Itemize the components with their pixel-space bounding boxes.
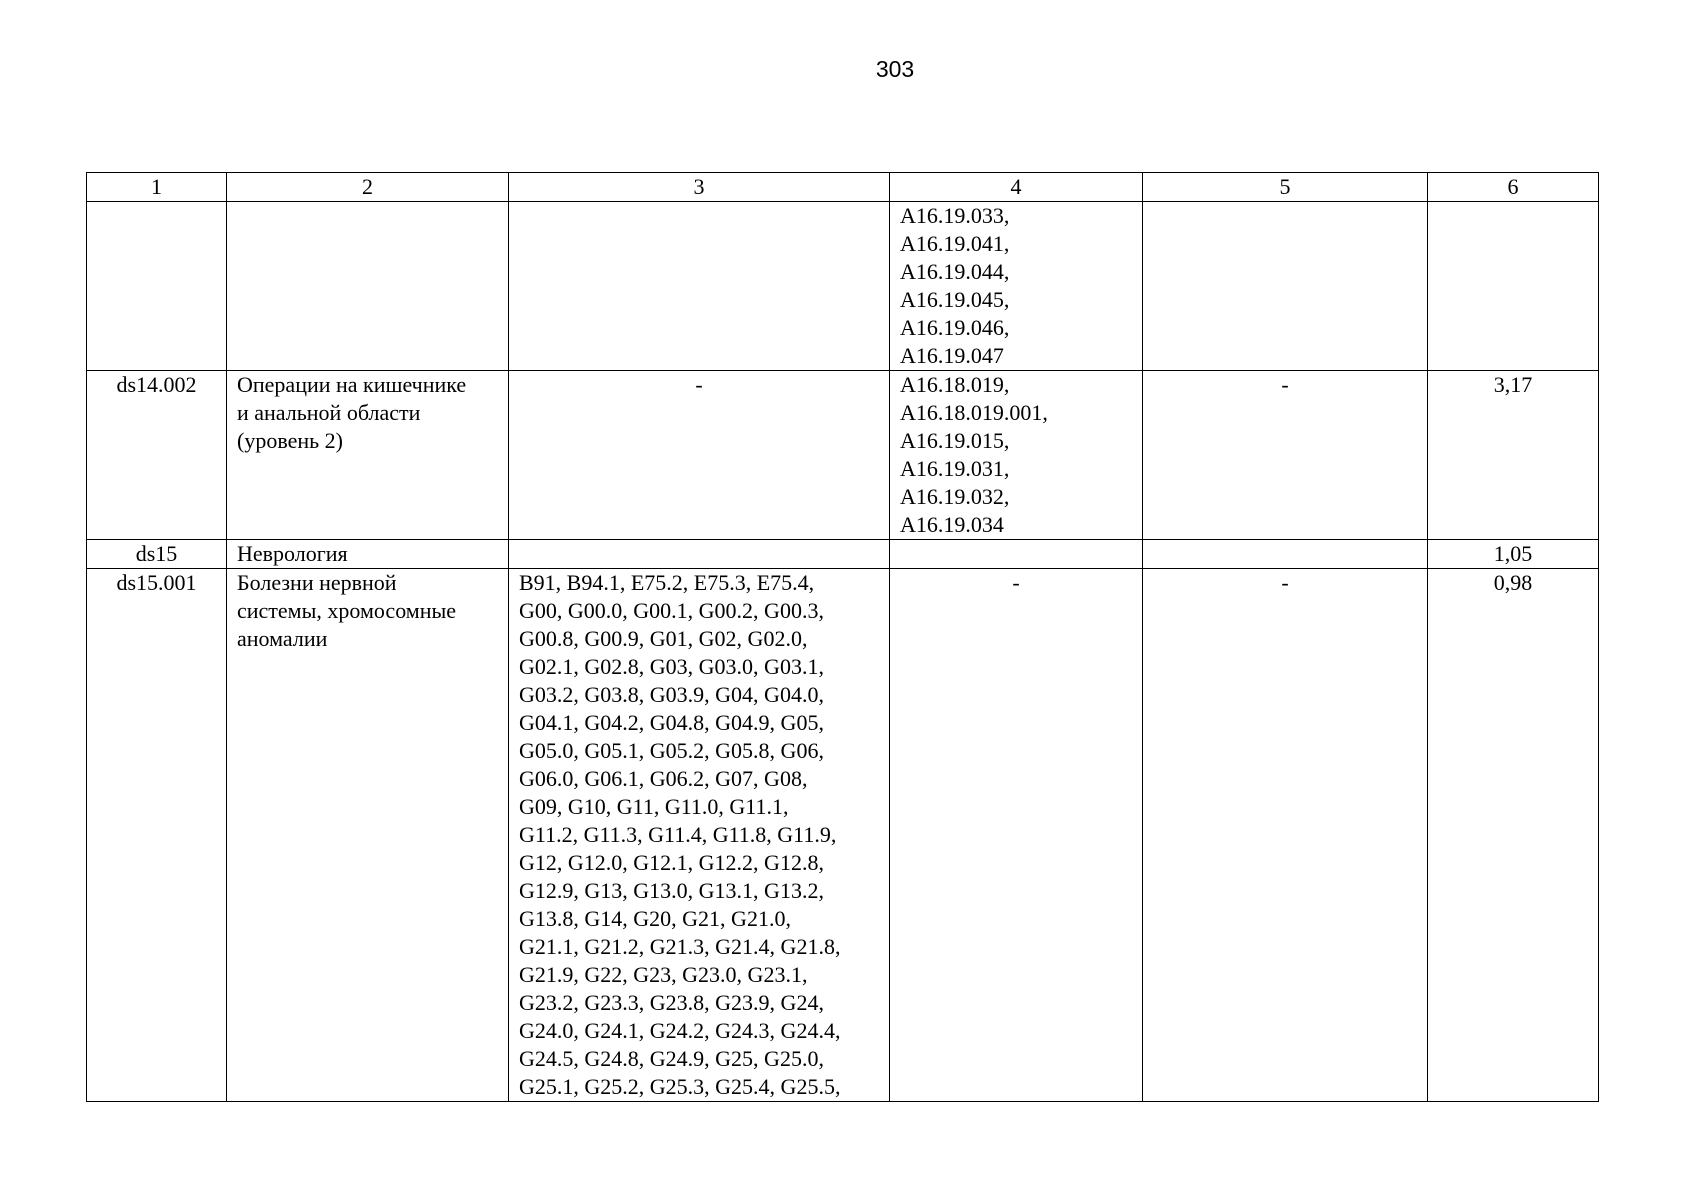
text-line: G21.9, G22, G23, G23.0, G23.1, [519,962,808,987]
row-col5 [1143,202,1428,371]
row-col5 [1143,540,1428,569]
text-line: и анальной области [237,400,421,425]
text-line: - [1012,570,1020,595]
header-cell: 1 [87,173,227,202]
row-coefficient: 3,17 [1428,371,1599,540]
text-line: А16.19.041, [900,231,1010,256]
text-line: А16.18.019, [900,372,1010,397]
header-cell: 3 [509,173,890,202]
text-line: Операции на кишечнике [237,372,467,397]
text-line: А16.19.047 [900,343,1004,368]
row-code [87,202,227,371]
text-line: А16.19.034 [900,512,1004,537]
text-line: - [695,372,703,397]
row-name [227,540,509,569]
row-diagnoses [509,371,890,540]
text-line: G24.0, G24.1, G24.2, G24.3, G24.4, [519,1018,841,1043]
text-line: G12.9, G13, G13.0, G13.1, G13.2, [519,878,824,903]
text-line: G03.2, G03.8, G03.9, G04, G04.0, [519,682,824,707]
text-line: аномалии [237,626,328,651]
page-number: 303 [875,56,915,82]
row-code: ds15.001 [87,569,227,1102]
table-row [87,540,1599,569]
text-line: (уровень 2) [237,428,343,453]
text-line: G04.1, G04.2, G04.8, G04.9, G05, [519,710,824,735]
text-line: G09, G10, G11, G11.0, G11.1, [519,794,789,819]
text-line: А16.19.044, [900,259,1010,284]
text-line: G00, G00.0, G00.1, G00.2, G00.3, [519,598,824,623]
text-line: G12, G12.0, G12.1, G12.2, G12.8, [519,850,824,875]
text-line: G13.8, G14, G20, G21, G21.0, [519,906,791,931]
text-line: G21.1, G21.2, G21.3, G21.4, G21.8, [519,934,841,959]
row-diagnoses [509,202,890,371]
row-services [890,371,1143,540]
row-coefficient: 1,05 [1428,540,1599,569]
text-line: G23.2, G23.3, G23.8, G23.9, G24, [519,990,824,1015]
row-name [227,202,509,371]
text-line: G06.0, G06.1, G06.2, G07, G08, [519,766,808,791]
row-diagnoses [509,540,890,569]
table-row [87,202,1599,371]
text-line: G02.1, G02.8, G03, G03.0, G03.1, [519,654,824,679]
table-row [87,569,1599,1102]
header-cell: 6 [1428,173,1599,202]
text-line: А16.19.033, [900,203,1010,228]
text-line: G05.0, G05.1, G05.2, G05.8, G06, [519,738,824,763]
row-coefficient: 0,98 [1428,569,1599,1102]
text-line: А16.19.045, [900,287,1010,312]
tariff-table [86,172,1599,1102]
row-services [890,540,1143,569]
header-cell: 5 [1143,173,1428,202]
row-name [227,569,509,1102]
text-line: Неврология [237,541,348,566]
text-line: А16.19.032, [900,484,1010,509]
row-services [890,202,1143,371]
row-code: ds14.002 [87,371,227,540]
text-line: А16.19.015, [900,428,1010,453]
text-line: А16.19.031, [900,456,1010,481]
text-line: А16.19.046, [900,315,1010,340]
text-line: Болезни нервной [237,570,397,595]
text-line: А16.18.019.001, [900,400,1048,425]
text-line: B91, B94.1, E75.2, E75.3, E75.4, [519,570,815,595]
row-name [227,371,509,540]
table-row [87,371,1599,540]
text-line: G24.5, G24.8, G24.9, G25, G25.0, [519,1046,824,1071]
row-col5: - [1143,371,1428,540]
row-services [890,569,1143,1102]
header-cell: 4 [890,173,1143,202]
text-line: G11.2, G11.3, G11.4, G11.8, G11.9, [519,822,837,847]
text-line: G00.8, G00.9, G01, G02, G02.0, [519,626,808,651]
table-header-row [87,173,1599,202]
row-col5: - [1143,569,1428,1102]
header-cell: 2 [227,173,509,202]
row-coefficient [1428,202,1599,371]
row-diagnoses [509,569,890,1102]
text-line: G25.1, G25.2, G25.3, G25.4, G25.5, [519,1074,841,1099]
text-line: системы, хромосомные [237,598,457,623]
row-code: ds15 [87,540,227,569]
